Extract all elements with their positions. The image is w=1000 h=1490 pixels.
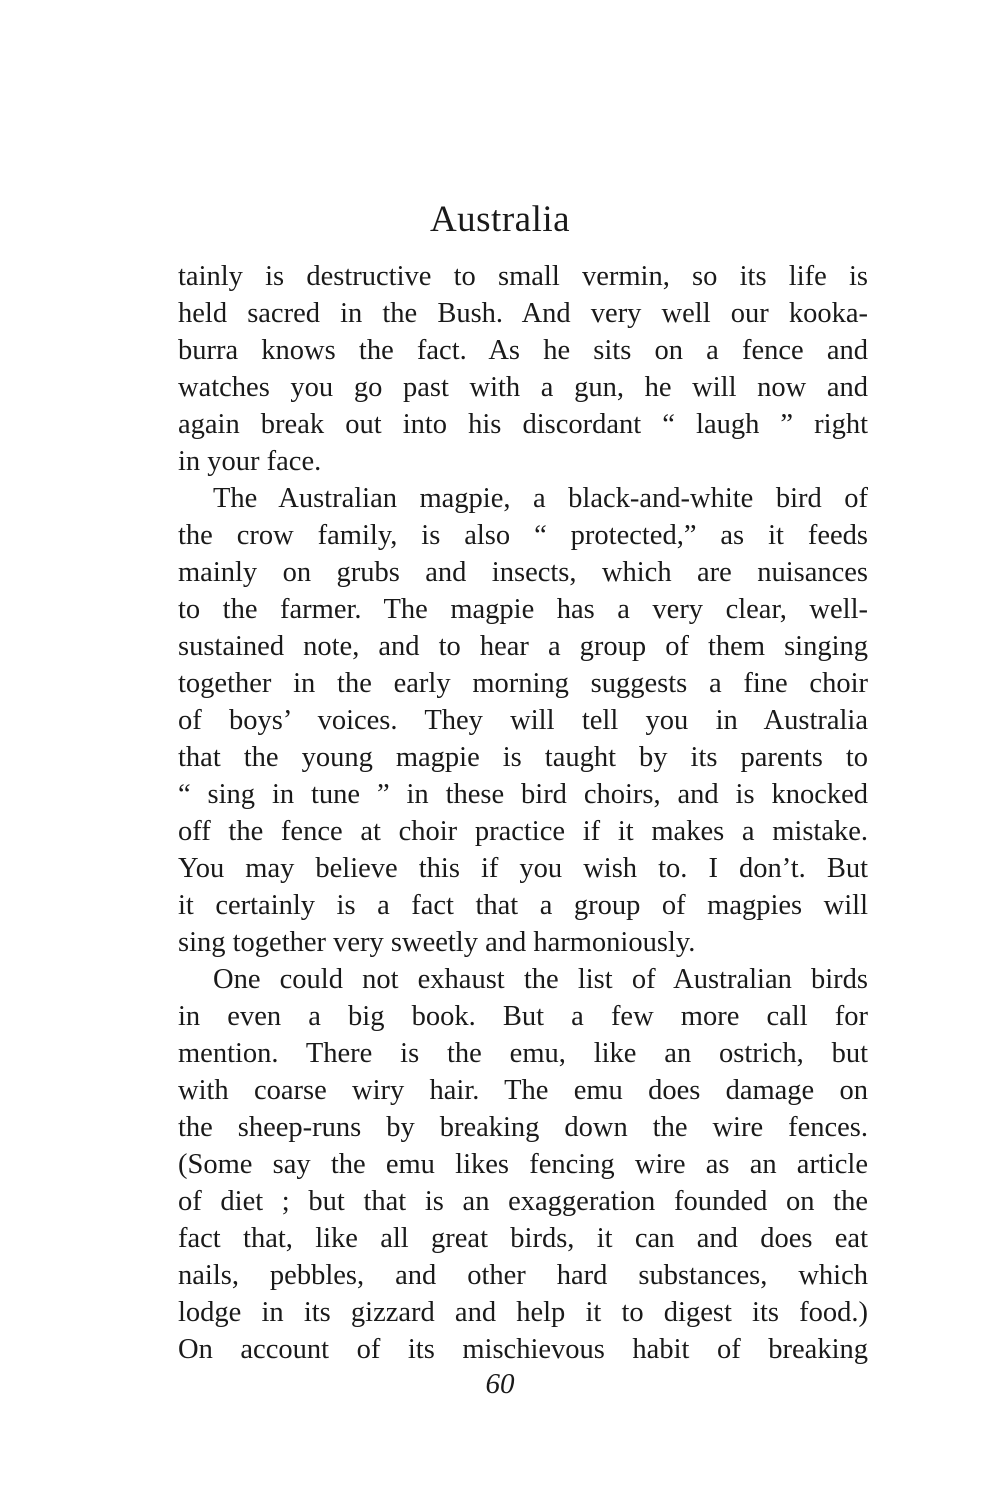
text-line: mainly on grubs and insects, which are nuisances	[178, 557, 868, 588]
text-line: off the fence at choir practice if it makes a mistake.	[178, 816, 868, 847]
text-line: lodge in its gizzard and help it to digest its food.)	[178, 1297, 868, 1328]
text-line: nails, pebbles, and other hard substances, which	[178, 1260, 868, 1291]
text-line: together in the early morning suggests a fine choir	[178, 668, 868, 699]
text-line: with coarse wiry hair. The emu does damage on	[178, 1075, 868, 1106]
text-line: of boys’ voices. They will tell you in Australia	[178, 705, 868, 736]
text-line: mention. There is the emu, like an ostrich, but	[178, 1038, 868, 1069]
text-line: sing together very sweetly and harmoniously.	[178, 927, 696, 958]
text-line: it certainly is a fact that a group of magpies will	[178, 890, 868, 921]
page-number: 60	[485, 1368, 515, 1400]
text-line: fact that, like all great birds, it can and does eat	[178, 1223, 868, 1254]
paragraph-first-line: The Australian magpie, a black-and-white bird of	[213, 483, 868, 514]
text-line: burra knows the fact. As he sits on a fence and	[178, 335, 868, 366]
text-line: again break out into his discordant “ laugh ” right	[178, 409, 868, 440]
text-line: that the young magpie is taught by its parents to	[178, 742, 868, 773]
text-line: On account of its mischievous habit of breaking	[178, 1334, 868, 1365]
text-line: tainly is destructive to small vermin, so its life is	[178, 261, 868, 292]
text-line: held sacred in the Bush. And very well our kooka-	[178, 298, 868, 329]
text-line: of diet ; but that is an exaggeration founded on the	[178, 1186, 868, 1217]
running-head: Australia	[429, 199, 571, 240]
paragraph-first-line: One could not exhaust the list of Australian birds	[213, 964, 868, 995]
text-line: to the farmer. The magpie has a very clear, well-	[178, 594, 868, 625]
text-line: in your face.	[178, 446, 322, 477]
text-line: You may believe this if you wish to. I don’t. But	[178, 853, 868, 884]
text-line: sustained note, and to hear a group of them singing	[178, 631, 868, 662]
text-line: (Some say the emu likes fencing wire as an article	[178, 1149, 868, 1180]
text-line: watches you go past with a gun, he will now and	[178, 372, 868, 403]
text-line: the crow family, is also “ protected,” as it feeds	[178, 520, 868, 551]
text-line: the sheep-runs by breaking down the wire fences.	[178, 1112, 868, 1143]
text-line: in even a big book. But a few more call for	[178, 1001, 868, 1032]
text-line: “ sing in tune ” in these bird choirs, and is knocked	[178, 779, 868, 810]
